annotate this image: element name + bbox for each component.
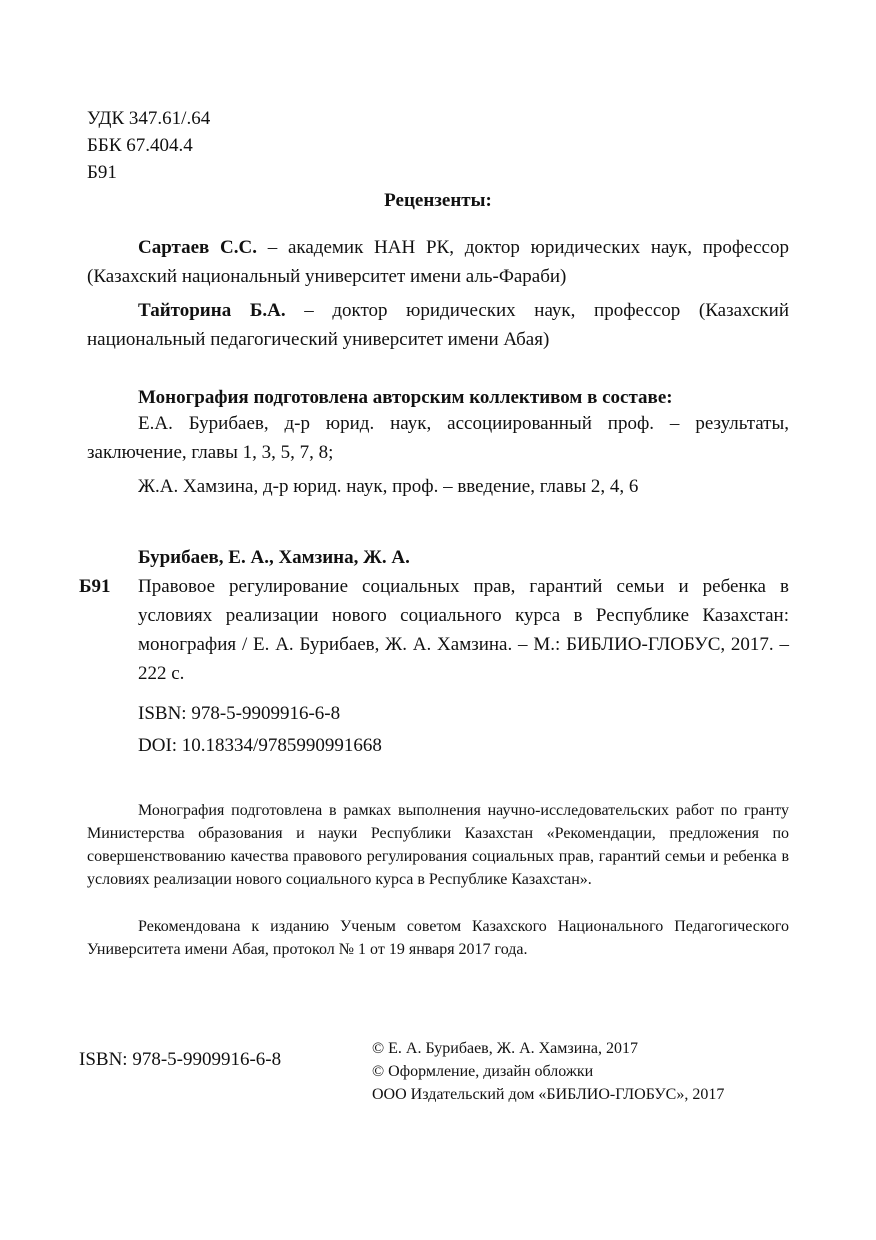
footer-isbn: ISBN: 978-5-9909916-6-8	[79, 1049, 282, 1070]
bib-isbn: ISBN: 978-5-9909916-6-8	[138, 703, 341, 724]
reviewers-heading: Рецензенты:	[384, 190, 492, 211]
recommendation-note: Рекомендована к изданию Ученым советом Казахского Национального Педагогического Университета имени Абая, протокол № 1 от 19 января 2017 года.	[87, 918, 789, 958]
bib-doi: DOI: 10.18334/9785990991668	[138, 735, 382, 756]
bbk-code: ББК 67.404.4	[87, 135, 193, 156]
bib-mark: Б91	[79, 576, 111, 597]
copyright-authors: © Е. А. Бурибаев, Ж. А. Хамзина, 2017	[372, 1040, 638, 1057]
reviewer-1-name: Сартаев С.С.	[138, 237, 257, 258]
reviewer-2-name: Тайторина Б.А.	[138, 300, 286, 321]
reviewer-2	[87, 296, 789, 354]
copyright-design: © Оформление, дизайн обложки	[372, 1063, 594, 1080]
classification-codes	[87, 104, 210, 185]
bib-authors: Бурибаев, Е. А., Хамзина, Ж. А.	[138, 547, 410, 568]
copyright-block	[372, 1037, 724, 1106]
udk-code: УДК 347.61/.64	[87, 108, 211, 129]
reviewer-2-text: – доктор юридических наук, профессор (Казахский национальный педагогический университет имени Абая)	[87, 300, 789, 350]
bib-description: Правовое регулирование социальных прав, гарантий семьи и ребенка в условиях реализации нового социального курса в Республике Казахстан: монография / Е. А. Бурибаев, Ж. А. Хамзина. – М.: БИБЛИО-ГЛОБУС, 2017. – 222 с.	[138, 576, 789, 684]
authors-heading: Монография подготовлена авторским коллективом в составе:	[138, 387, 673, 408]
reviewer-1-text: – академик НАН РК, доктор юридических наук, профессор (Казахский национальный университет имени аль-Фараби)	[87, 237, 789, 287]
author-mark: Б91	[87, 162, 117, 183]
author-2-contribution: Ж.А. Хамзина, д-р юрид. наук, проф. – введение, главы 2, 4, 6	[138, 476, 639, 497]
reviewer-1	[87, 233, 789, 291]
author-1-contribution: Е.А. Бурибаев, д-р юрид. наук, ассоциированный проф. – результаты, заключение, главы 1, 3, 5, 7, 8;	[87, 413, 789, 463]
grant-note: Монография подготовлена в рамках выполнения научно-исследовательских работ по гранту Министерства образования и науки Республики Казахстан «Рекомендации, предложения по совершенствованию качества правового регулирования социальных прав, гарантий семьи и ребенка в условиях реализации нового социального курса в Республике Казахстан».	[87, 802, 789, 888]
copyright-publisher: ООО Издательский дом «БИБЛИО-ГЛОБУС», 2017	[372, 1086, 725, 1103]
